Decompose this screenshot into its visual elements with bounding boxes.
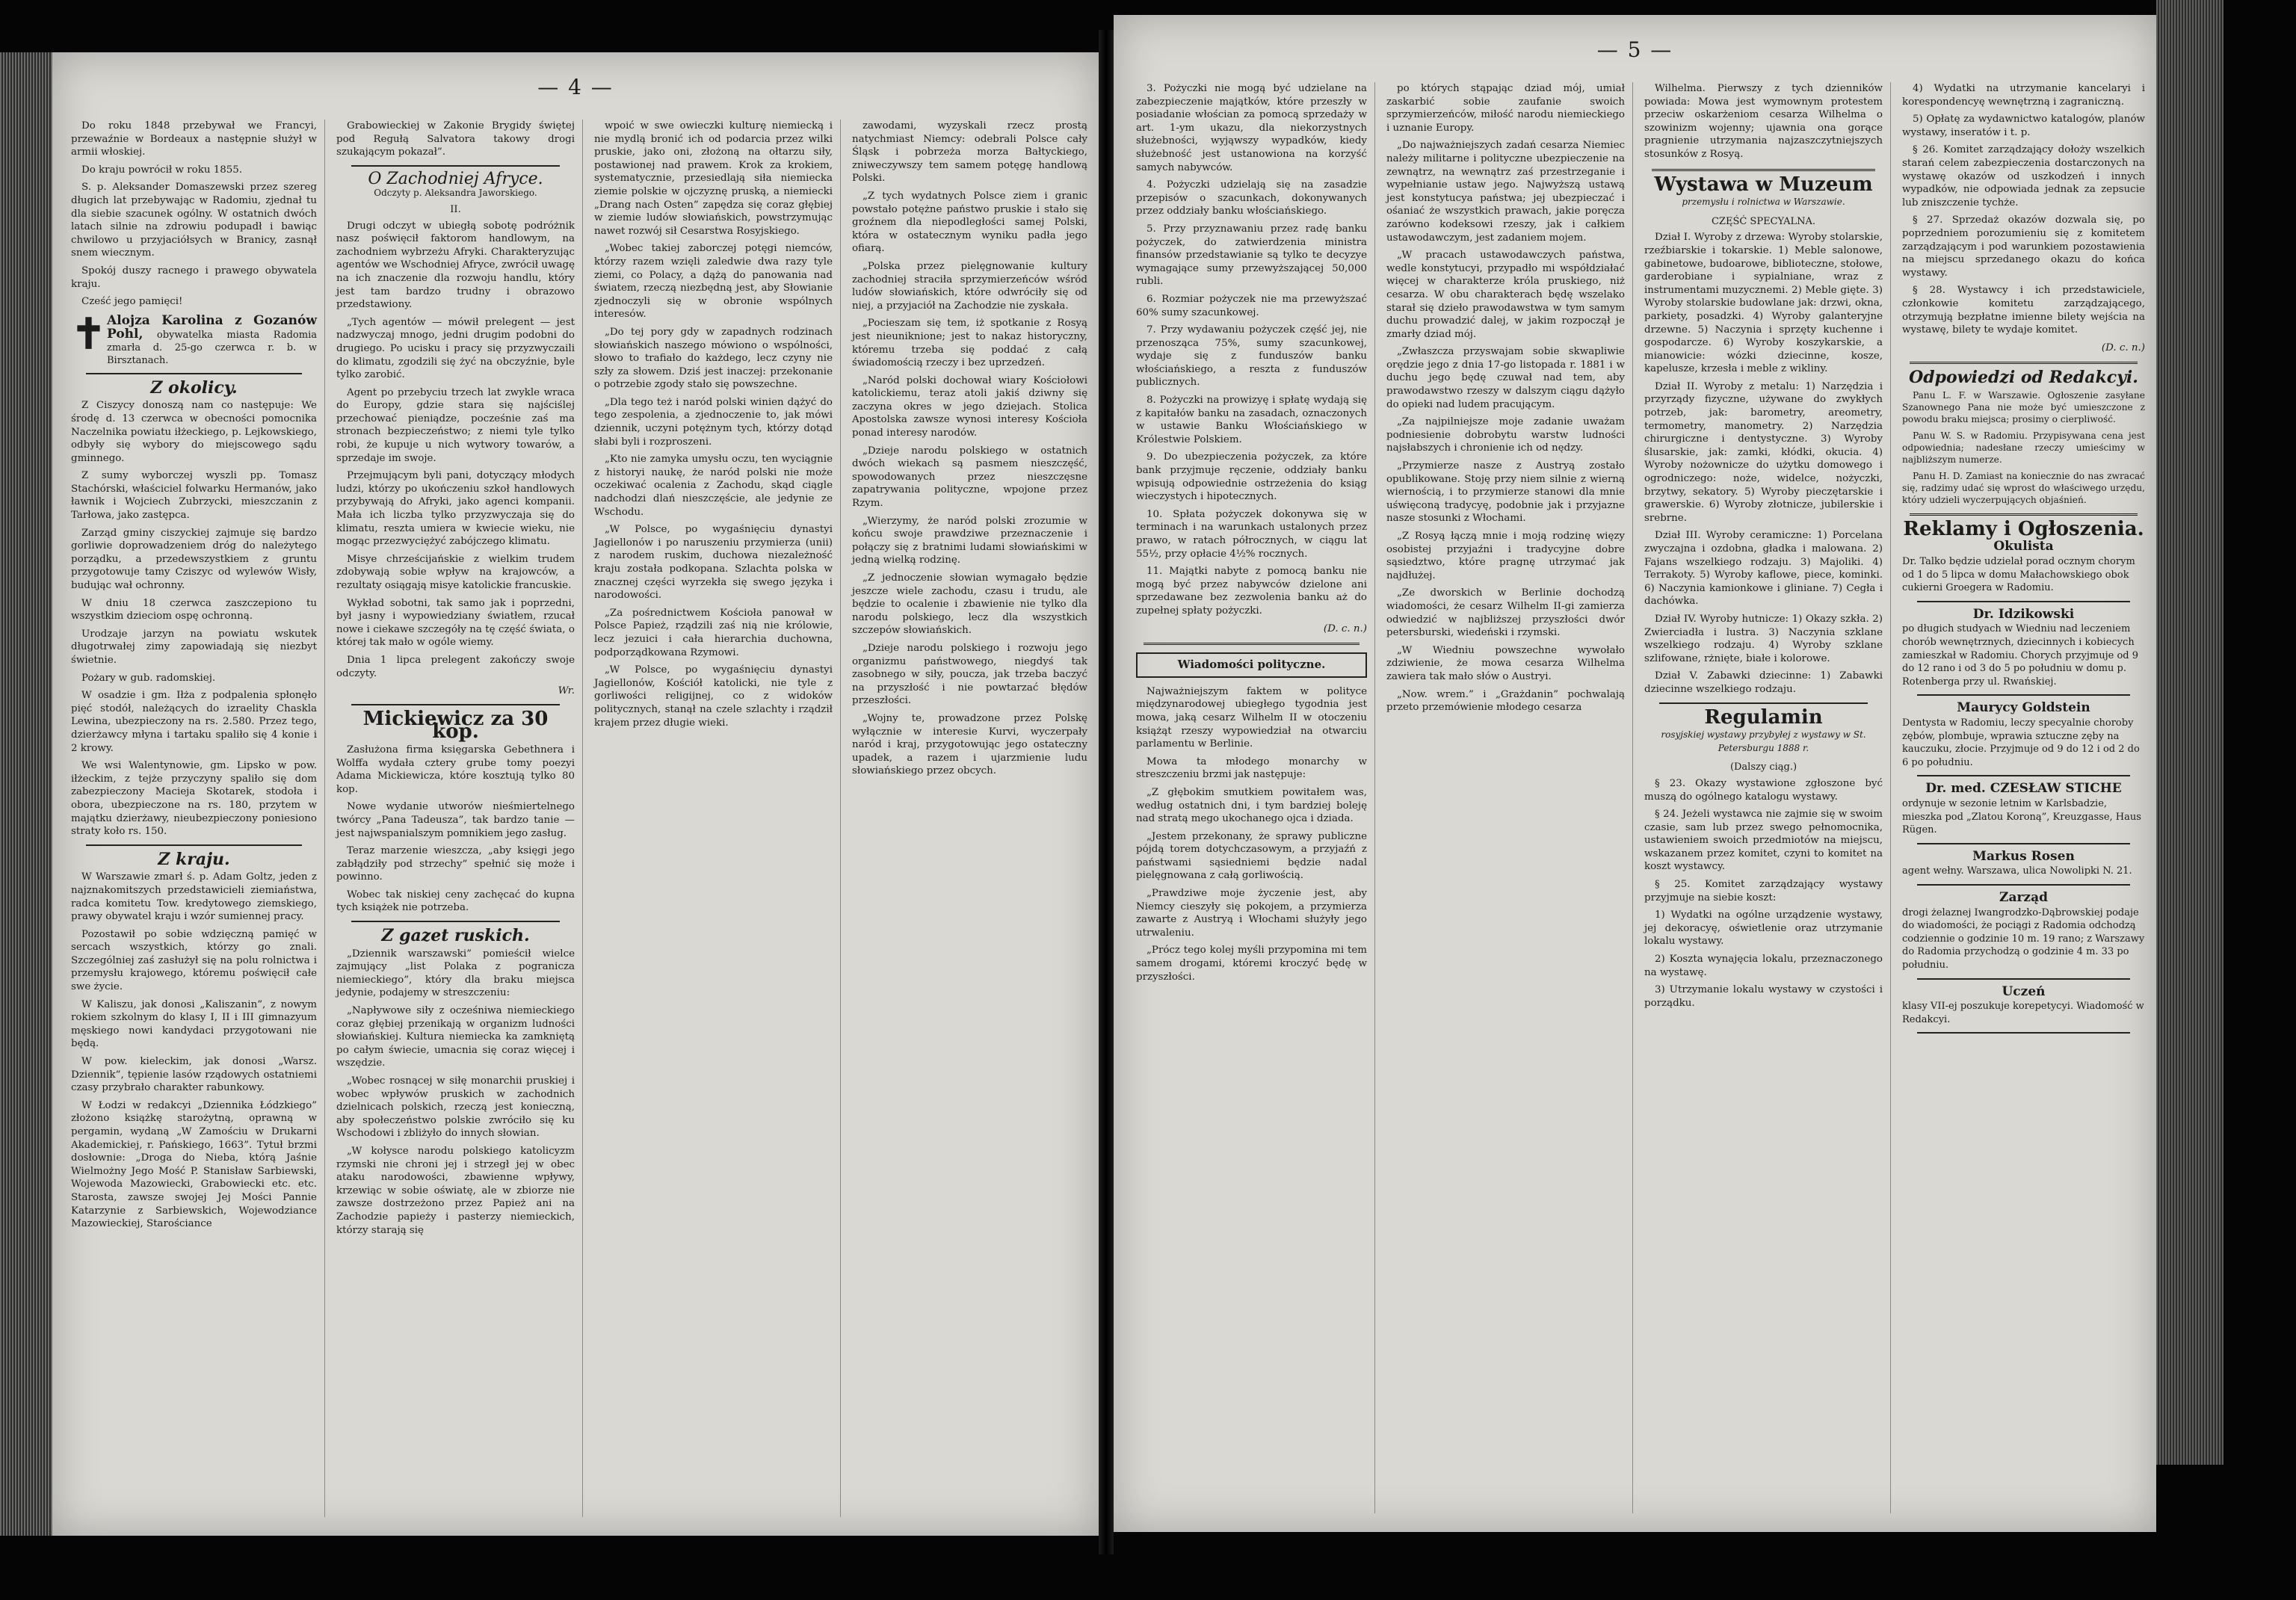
paragraph: Dział I. Wyroby z drzewa: Wyroby stolarskie, rzeźbiarskie i tokarskie. 1) Meble salonowe, gabinetowe, budoarowe, biblioteczne, stołowe, garderobiane i sypialniane, wraz z instrumentami muzycznemi. 2) Meble gięte. 3) Wyroby stolarskie budowlane jak: drzwi, okna, parkiety, posadzki. 4) Wyroby galanteryjne drzewne. 5) Naczynia i sprzęty kuchenne i gospodarcze. 6) Wyroby koszykarskie, a mianowicie: wózki dziecinne, kosze, kapelusze, krzesła i meble z wikliny. [1644, 232, 1883, 375]
paragraph: Panu W. S. w Radomiu. Przypisywana cena jest odpowiednia; nadesłane rzeczy umieścimy w najbliższym numerze. [1902, 430, 2145, 465]
paragraph: „Dzieje narodu polskiego i rozwoju jego organizmu państwowego, niegdyś tak zasobnego w siły, poucza, jak trzeba baczyć na przyszłość i nie powtarzać błędów przeszłości. [852, 642, 1087, 707]
paragraph: „Z Rosyą łączą mnie i moją rodzinę więzy osobistej przyjaźni i tradycyjne dobre sąsiedztwo, które pragnę utrzymać jak najdłużej. [1386, 531, 1625, 581]
divider [1917, 978, 2130, 980]
paragraph: „Wobec takiej zaborczej potęgi niemców, którzy razem wzięli zaledwie dwa razy tyle ziemi, co Polacy, a dążą do panowania nad światem, rzeczą niezbędną jest, aby Słowianie zjednoczyli się w obronie wspólnych interesów. [594, 243, 833, 321]
advertisement-title: Markus Rosen [1972, 848, 2075, 864]
paragraph: „Za pośrednictwem Kościoła panował w Polsce Papież, rządzili zaś nią nie królowie, lecz jezuici i cała hierarchia duchowna, podporządkowana Rzymowi. [594, 607, 833, 658]
paragraph: „Przymierze nasze z Austryą zostało opublikowane. Stoję przy niem silnie z wierną wiernością, i to przymierze stanowi dla mnie uświęconą tradycyę, podobnie jak i przyjazne nasze stosunki z Włochami. [1386, 460, 1625, 525]
paragraph: „W kołysce narodu polskiego katolicyzm rzymski nie chroni jej i strzegł jej w obec ataku narodowości, zbawienne wpływy, krzewiąc w sobie oświatę, ale w zbiorze nie zawsze dostrzeżono przez Papież ani na Zachodzie papieży i pasterzy niemieckich, którzy starają się [336, 1145, 575, 1236]
paragraph: Spokój duszy racnego i prawego obywatela kraju. [71, 265, 317, 290]
paragraph: 11. Majątki nabyte z pomocą banku nie mogą być przez nabywców dzielone ani sprzedawane bez zezwolenia banku aż do zupełnej spłaty pożyczki. [1136, 566, 1367, 617]
divider [1659, 702, 1868, 704]
advertisement [1902, 850, 2145, 886]
column-1 [64, 120, 325, 1517]
paragraph: Z sumy wyborczej wyszli pp. Tomasz Stachórski, właściciel folwarku Hermanów, jako ławnik i Wojciech Zubrzycki, mieszczanin z Tarłowa, jako zastępca. [71, 470, 317, 522]
paragraph: Mowa ta młodego monarchy w streszczeniu brzmi jak następuje: [1136, 756, 1367, 781]
article-title-mickiewicz: Mickiewicz za 30 kop. [362, 707, 549, 744]
kraju-text [71, 871, 317, 1230]
paragraph: „Jestem przekonany, że sprawy publiczne pójdą torem dotychczasowym, a przyjaźń z państwami sąsiedniemi będzie nadal pielęgnowana z całą gorliwością. [1136, 830, 1367, 882]
paragraph: Zarząd gminy ciszyckiej zajmuje się bardzo gorliwie doprowadzeniem dróg do należytego porządku, a przedewszystkiem z gruntu przygotowuje tamy Cziszyc od wylewów Wisły, budując wał ochronny. [71, 527, 317, 592]
paragraph: Wykład sobotni, tak samo jak i poprzedni, był jasny i wypowiedziany światłem, rzucał nowe i ciekawe szczegóły na tę część świata, o której tak mało w ogóle wiemy. [336, 597, 575, 649]
paragraph: Teraz marzenie wieszcza, „aby księgi jego zabłądziły pod strzechy” spełnić się może i powinno. [336, 845, 575, 883]
paragraph: „Z głębokim smutkiem powitałem was, według ostatnich dni, i tym bardziej boleję nad stratą mego ukochanego ojca i dziada. [1136, 786, 1367, 825]
advertisement [1902, 983, 2145, 1034]
continued-note: (D. c. n.) [2101, 342, 2145, 353]
paragraph: 1) Wydatki na ogólne urządzenie wystawy, jej dekoracyę, oświetlenie oraz utrzymanie lokalu wystawy. [1644, 909, 1883, 948]
gazety-text [336, 948, 575, 1237]
column-3 [1637, 82, 1891, 1513]
paragraph: po których stąpając dziad mój, umiał zaskarbić sobie zaufanie swoich sprzymierzeńców, miłość narodu niemieckiego i uznanie Europy. [1386, 83, 1625, 134]
paragraph: „Polska przez pielęgnowanie kultury zachodniej straciła sprzymierzeńców wśród ludów słowiańskich, które odwróciły się od niej, a przyjaciół na Zachodzie nie zyskała. [852, 260, 1087, 312]
paragraph: § 23. Okazy wystawione zgłoszone być muszą do ogólnego katalogu wystawy. [1644, 777, 1883, 803]
column-4 [1895, 82, 2152, 1513]
obituary-text: obywatelka miasta Radomia zmarła d. 25-go czerwca r. b. w Birsztanach. [107, 329, 317, 366]
article-part: II. [450, 203, 461, 215]
paragraph: W Łodzi w redakcyi „Dziennika Łódzkiego” złożono książkę starożytną, oprawną w pergamin, wydaną „W Zamościu w Drukarni Akademickiej, r. Pańskiego, 1663”. Tytuł brzmi dosłownie: „Droga do Nieba, którą Jaśnie Wielmożny Jego Mość P. Stanisław Sarbiewski, Wojewoda Mazowiecki, Grabowiecki etc. etc. Starosta, zawsze swojej Jej Mości Pannie Katarzynie z Sarbiewskich, Wojewodziance Mazowieckiej, Starościance [71, 1099, 317, 1230]
paragraph: Dział III. Wyroby ceramiczne: 1) Porcelana zwyczajna i ozdobna, gładka i malowana. 2) Fajans wszelkiego rodzaju. 3) Majoliki. 4) Terrakoty. 5) Wyroby kaflowe, piece, kominki. 6) Naczynia kamionkowe i gliniane. 7) Cegła i dachówka. [1644, 530, 1883, 608]
paragraph: Do kraju powrócił w roku 1855. [81, 164, 243, 176]
paragraph: Panu H. D. Zamiast na koniecznie do nas zwracać się, radzimy udać się wprost do właściwego urzędu, który udzieli wyczerpujących objaśnień. [1902, 470, 2145, 505]
paragraph: Najważniejszym faktem w polityce międzynarodowej ubiegłego tygodnia jest mowa, jaką cesarz Wilhelm II w otoczeniu książąt rzeszy wypowiedział na otwarciu parlamentu w Berlinie. [1136, 685, 1367, 750]
paragraph: 4. Pożyczki udzielają się na zasadzie przepisów o szacunkach, dokonywanych przez oddziały banku włościańskiego. [1136, 179, 1367, 217]
advertisement [1902, 608, 2145, 696]
continued-text [336, 120, 575, 159]
paragraph: Z Ciszycy donoszą nam co następuje: We środę d. 13 czerwca w obecności pomocnika Naczelnika powiatu iłżeckiego, p. Lejkowskiego, odbyły się wybory do miejscowego sądu gminnego. [71, 400, 317, 464]
paragraph: 5. Przy przyznawaniu przez radę banku pożyczek, do zatwierdzenia ministra finansów przedstawianie są tylko te decyzye wymagające sumy przewyższającej 50,000 rubli. [1136, 223, 1367, 288]
advertisement-title: Okulista [1993, 539, 2054, 555]
paragraph: „Tych agentów — mówił prelegent — jest nadzwyczaj mnogo, jedni drugim podobni do drugiego. Po ucisku i pracy się przyzwyczaili do klimatu, zgodzili się żyć na obczyźnie, byle tylko zarobić. [336, 316, 575, 381]
book-gutter [1099, 30, 1114, 1554]
paragraph: 2) Koszta wynajęcia lokalu, przeznaczonego na wystawę. [1644, 954, 1883, 978]
paragraph: „Do tej pory gdy w zapadnych rodzinach słowiańskich naszego mówiono o wspólności, słowo to trafiało do każdego, lecz czyny nie szły za słowem. Dziś jest inaczej: przekonanie o potrzebie zgody stało się powszechne. [594, 326, 833, 391]
paragraph: Dział II. Wyroby z metalu: 1) Narzędzia i przyrządy fizyczne, używane do zwykłych potrzeb, jak: barometry, areometry, termometry, manometry. 2) Narzędzia chirurgiczne i dentystyczne. 3) Wyroby ślusarskie, jak: zamki, kłódki, okucia. 4) Wyroby nożownicze do użytku domowego i ogrodniczego: noże, widelce, nożyczki, brzytwy, sekatory. 5) Wyroby pieczętarskie i grawerskie. 6) Wyroby złotnicze, jubilerskie i srebrne. [1644, 380, 1883, 524]
divider [1917, 843, 2130, 844]
advertisement [1902, 702, 2145, 776]
paragraph: § 25. Komitet zarządzający wystawy przyjmuje na siebie koszt: [1644, 879, 1883, 904]
paragraph: „Naród polski dochował wiary Kościołowi katolickiemu, teraz atoli jakiś dziwny się zaczyna okres w jego dziejach. Stolica Apostolska zawsze wynosi interesy Kościoła ponad interesy narodów. [852, 374, 1087, 439]
article-byline: Odczyty p. Aleksandra Jaworskiego. [374, 188, 537, 199]
paragraph: Nowe wydanie utworów nieśmiertelnego twórcy „Pana Tadeusza”, tak bardzo tanie — jest najwspanialszym pomnikiem jego zasług. [336, 801, 575, 839]
advertisement [1902, 889, 2145, 980]
section-heading-reklamy: Reklamy i Ogłoszenia. [1903, 517, 2144, 540]
paragraph: „Za najpilniejsze moje zadanie uważam podniesienie dobrobytu warstw ludności najsłabszych i chronienie ich od nędzy. [1386, 416, 1625, 454]
regulamin-text [1644, 777, 1883, 1010]
column-2 [1379, 82, 1633, 1513]
advertisement [1902, 540, 2145, 602]
paragraph: § 27. Sprzedaż okazów dozwala się, po poprzedniem porozumieniu się z komitetem zarządzającym i pod warunkiem pozostawienia na miejscu sprzedanego okazu do końca wystawy. [1902, 214, 2145, 279]
divider [1652, 169, 1875, 171]
paragraph: 3) Utrzymanie lokalu wystawy w czystości i porządku. [1644, 984, 1883, 1009]
paragraph: „Kto nie zamyka umysłu oczu, ten wyciągnie z historyi naukę, że naród polski nie może oczekiwać ocalenia z Zachodu, skąd ciągle nadchodzi dlań nieszczęście, ale jedynie ze Wschodu. [594, 454, 833, 518]
book-edge-right [2156, 0, 2224, 1465]
paragraph: 10. Spłata pożyczek dokonywa się w terminach i na warunkach ustalonych przez prawo, w ratach półrocznych, w ciągu lat 55½, przy opłacie 4½% rocznych. [1136, 508, 1367, 560]
paragraph: W osadzie i gm. Iłża z podpalenia spłonęło pięć stodół, należących do izraelity Chaskla Lewina, ubezpieczony na rs. 2.580. Przez tego, dzierżawcy młyna i tartaku spaliło się 4 konie i 2 krowy. [71, 690, 317, 754]
divider [351, 704, 560, 705]
paragraph: zawodami, wyzyskali rzecz prostą natychmiast Niemcy: odebrali Polsce cały Śląsk i pobrzeża morza Bałtyckiego, zniweczywszy tem samem potęgę handlową Polski. [852, 120, 1087, 185]
paragraph: 7. Przy wydawaniu pożyczek część jej, nie przenosząca 75%, sumy szacunkowej, wydaje się z funduszów banku włościańskiego, a reszta z funduszów publicznych. [1136, 324, 1367, 389]
section-heading-wiadomosci: Wiadomości polityczne. [1136, 652, 1367, 678]
okolicy-text [71, 399, 317, 838]
paragraph: W Kaliszu, jak donosi „Kaliszanin”, z nowym rokiem szkolnym do klasy I, II i III gimnazyum męskiego nowi kandydaci przygotowani nie będą. [71, 998, 317, 1050]
section-heading-kraju: Z kraju. [158, 849, 230, 869]
continued-text [1644, 82, 1883, 161]
column-3 [587, 120, 841, 1517]
column-4-text [852, 120, 1087, 778]
paragraph: „Wobec rosnącej w siłę monarchii pruskiej i wobec wpływów pruskich w zachodnich dzielnicach polskich, rzeczą jest konieczną, aby społeczeństwo polskie zwróciło się ku Wschodowi i zbliżyło do innych słowian. [336, 1075, 575, 1140]
paragraph: Agent po przebyciu trzech lat zwykle wraca do Europy, gdzie stara się najściślej przechować pieniądze, pocześnie zaś ma stronach bezpieczeństwo; z niemi tyle tylko robi, że kupuje u nich wytwory towarów, a sprzedaje im swoje. [336, 386, 575, 464]
divider [1917, 601, 2130, 602]
paragraph: 6. Rozmiar pożyczek nie ma przewyższać 60% sumy szacunkowej. [1136, 293, 1367, 318]
page-number: — 4 — [537, 75, 614, 99]
paragraph: Grabowieckiej w Zakonie Brygidy świętej pod Regułą Salvatora takowy drogi szukającym pokazał”. [336, 120, 575, 158]
cross-icon: ✝ [71, 309, 106, 359]
paragraph: Wilhelma. Pierwszy z tych dzienników powiada: Mowa jest wymownym protestem przeciw oskarżeniom cesarza Wilhelma o szowinizm wojenny; ujawnia ona gorące pragnienie utrzymania najzaszczytniejszych stosunków z Rosyą. [1644, 83, 1883, 160]
paragraph: „Prawdziwe moje życzenie jest, aby Niemcy cieszyły się pokojem, a przymierza zawarte z Austryą i Włochami służyły jego utrwaleniu. [1136, 888, 1367, 939]
paragraph: W Warszawie zmarł ś. p. Adam Goltz, jeden z najznakomitszych przedstawicieli ziemiaństwa, radca komitetu Tow. kredytowego ziemskiego, prawy obywatel kraju i wzór sumiennej pracy. [71, 871, 317, 923]
advertisement-title: Dr. Idzikowski [1972, 606, 2075, 622]
paragraph: „Prócz tego kolej myśli przypomina mi tem samem drogami, któremi kroczyć będę w przyszłości. [1136, 945, 1367, 983]
paragraph: Dnia 1 lipca prelegent zakończy swoje odczyty. [336, 654, 575, 679]
divider [1917, 775, 2130, 776]
obituary-name: Alojza Karolina z Gozanów Pohl, [107, 312, 317, 342]
left-page [52, 52, 1099, 1536]
section-heading-redakcja: Odpowiedzi od Redakcyi. [1909, 368, 2138, 388]
paragraph: 8. Pożyczki na prowizyę i spłatę wydają się z kapitałów banku na zasadach, oznaczonych w ustawie Banku Włościańskiego w Królestwie Polskiem. [1136, 395, 1367, 445]
paragraph: Wobec tak niskiej ceny zachęcać do kupna tych książek nie potrzeba. [336, 889, 575, 914]
paragraph: „Now. wrem.” i „Grażdanin” pochwalają przeto przemówienie młodego cesarza [1386, 688, 1625, 714]
paragraph: Do roku 1848 przebywał we Francyi, przewaźnie w Bordeaux a następnie służył w armii włoskiej. [71, 120, 317, 158]
article-title-regulamin: Regulamin [1704, 705, 1823, 729]
bank-statute-text [1136, 82, 1367, 618]
paragraph: § 28. Wystawcy i ich przedstawiciele, członkowie komitetu zarządzającego, otrzymują bezpłatne imienne bilety wejścia na wystawę, bilety te wydaje komitet. [1902, 285, 2145, 336]
continued-note: (D. c. n.) [1323, 623, 1367, 634]
mickiewicz-text [336, 744, 575, 915]
paragraph: „Ze dworskich w Berlinie dochodzą wiadomości, że cesarz Wilhelm II-gi zamierza odwiedzić w najbliższej przyszłości dwór petersburski, wiedeński i rzymski. [1386, 587, 1625, 639]
paragraph: „W Polsce, po wygaśnięciu dynastyi Jagiellonów i po naruszeniu przymierza (unii) z narodem ruskim, duchowa niezależność kraju została podkopana. Szlachta polska w znacznej części wyrzekła się swego języka i narodowości. [594, 524, 833, 602]
divider [1144, 643, 1360, 645]
paragraph: Zasłużona firma księgarska Gebethnera i Wolffa wydała cztery grube tomy poezyi Adama Mickiewicza, które kosztują tylko 80 kop. [336, 744, 575, 795]
paragraph: „Dla tego też i naród polski winien dążyć do tego zespolenia, a zjednoczenie to, jak mówi dziennik, uczyni potężnym tych, którzy dotąd słabi byli i rozproszeni. [594, 396, 833, 448]
advertisement-body: klasy VII-ej poszukuje korepetycyi. Wiadomość w Redakcyi. [1902, 1001, 2144, 1025]
continued-note: (Dalszy ciąg.) [1729, 762, 1797, 773]
divider [1910, 513, 2138, 516]
paragraph: W dniu 18 czerwca zaszczepiono tu wszystkim dzieciom ospę ochronną. [71, 597, 317, 623]
paragraph: Panu L. F. w Warszawie. Ogłoszenie zasyłane Szanownego Pana nie może być umieszczone z powodu braku miejsca; prosimy o cierpliwość. [1902, 389, 2145, 424]
paragraph: Pozostawił po sobie wdzięczną pamięć w sercach wszystkich, którzy go znali. Szczególniej zaś zasłużył się na polu rolnictwa i przemysłu krajowego, któremu poświęcił całe swe życie. [71, 928, 317, 993]
book-edge-left [0, 52, 52, 1536]
paragraph: „W Polsce, po wygaśnięciu dynastyi Jagiellonów, Kościół katolicki, nie tyle z gorliwości religijnej, co z widoków politycznych, stanął na czele szlachty i rządził krajem przez długie wieki. [594, 664, 833, 729]
paragraph: „Do najważniejszych zadań cesarza Niemiec należy militarne i polityczne ubezpieczenie na zewnątrz, na wewnątrz zaś przestrzeganie i wypełnianie ustaw jego. Najwyższą ustawą jest konstytucya państwa; jej ubezpieczać i ośaniać że wszystkich prawach, jakie poręcza zarówno kodeksowi rzeszy, jak i całkiem ustawodawczym, jest zadaniem mojem. [1386, 140, 1625, 244]
paragraph: S. p. Aleksander Domaszewski przez szereg długich lat przebywając w Radomiu, zjednał tu dla siebie szacunek ogólny. W ostatnich dwóch latach silnie na zdrowiu podupadł i bawiąc chwilowo u przyjaciółsych w Branicy, zasnął snem wiecznym. [71, 182, 317, 259]
paragraph: Przejmującym byli pani, dotyczący młodych ludzi, którzy po ukończeniu szkoł handlowych przybywają do Afryki, jako agenci kompanii. Mała ich liczba tylko przyzwyczaja się do klimatu, reszta umiera w kwiecie wieku, nie mogąc przezwyciężyć zabójczego klimatu. [336, 470, 575, 548]
paragraph: „Wierzymy, że naród polski zrozumie w końcu swoje prawdziwe przeznaczenie i połączy się z bratnimi ludami słowiańskimi w jedną wielką rodzinę. [852, 515, 1087, 566]
paragraph: Drugi odczyt w ubiegłą sobotę podróżnik nasz poświęcił faktorom handlowym, na zachodniem wybrzeżu Afryki. Charakteryzując agentów we Wschodniej Afryce, zwrócił uwagę na ich znaczenie dla rozwoju handlu, który jest tam bardzo trudny i obrazowo przedstawiony. [336, 220, 575, 311]
ads-list [1902, 540, 2145, 1034]
advertisement-body: Dr. Talko będzie udzielał porad ocznym chorym od 1 do 5 lipca w domu Małachowskiego obok cukierni Groegera w Radomiu. [1902, 556, 2135, 594]
column-2-text [1386, 82, 1625, 714]
advertisement-title: Uczeń [2002, 983, 2046, 999]
paragraph: W pow. kieleckim, jak donosi „Warsz. Dziennik”, tępienie lasów rządowych ostatniemi czasy przybrało charakter rabunkowy. [71, 1056, 317, 1094]
paragraph: „Dziennik warszawski” pomieścił wielce zajmujący „list Polaka z pogranicza niemieckiego”, który dla braku miejsca jedynie, podajemy w streszczeniu: [336, 948, 575, 999]
wystawa-text [1644, 231, 1883, 696]
advertisement-title: Zarząd [1999, 889, 2048, 905]
article-title-afryka: O Zachodniej Afryce. [368, 169, 543, 188]
divider [351, 921, 560, 922]
paragraph: Urodzaje jarzyn na powiatu wskutek długotrwałej zimy zapowiadają się niezbyt świetnie. [71, 628, 317, 666]
paragraph: „Z jednoczenie słowian wymagało będzie jeszcze wiele zachodu, czasu i trudu, ale będzie to ocalenie i zbawienie nie tylko dla narodu polskiego, lecz dla wszystkich szczepów słowiańskich. [852, 572, 1087, 637]
paragraph: „Napływowe siły z ocześniwa niemieckiego coraz głębiej przenikają w organizm ludności słowiańskiej. Kultura niemiecka ka zamkniętą po całym świecie, umacnia się coraz więcej i wszędzie. [336, 1005, 575, 1069]
divider [86, 373, 302, 374]
paragraph: Dział IV. Wyroby hutnicze: 1) Okazy szkła. 2) Zwierciadła i lustra. 3) Naczynia szklane wszelkiego rodzaju. 4) Wyroby szklane szlifowane, rżnięte, białe i kolorowe. [1644, 613, 1883, 664]
column-3-text [594, 120, 833, 729]
advertisement-body: Dentysta w Radomiu, leczy specyalnie choroby zębów, plombuje, wprawia sztuczne zęby na kauczuku, złocie. Przyjmuje od 9 do 12 i od 2 do 6 po południu. [1902, 717, 2140, 768]
column-1 [1129, 82, 1375, 1513]
paragraph: „Dzieje narodu polskiego w ostatnich dwóch wiekach są pasmem nieszczęść, spowodowanych przez nieszczęsne zapatrywania polityczne, wpojone przez Rzym. [852, 445, 1087, 510]
article-subtitle-wystawa: przemysłu i rolnictwa w Warszawie. [1682, 197, 1845, 208]
divider [1910, 362, 2138, 364]
paragraph: „Pocieszam się tem, iż spotkanie z Rosyą jest nieuniknione; jest to nakaz historyczny, któremu trzeba się poddać z całą świadomością rzeczy i bez uprzedzeń. [852, 318, 1087, 369]
advertisement-title: Dr. med. CZESŁAW STICHE [1925, 781, 2122, 797]
article-subtitle-regulamin: rosyjskiej wystawy przybyłej z wystawy w St. Petersburgu 1888 r. [1661, 729, 1866, 753]
paragraph: „Z tych wydatnych Polsce ziem i granic powstało potężne państwo pruskie i stało się groźnem dla niepodległości samej Polski, która w ostatecznym wyniku padła jego ofiarą. [852, 190, 1087, 255]
divider [1917, 884, 2130, 886]
paragraph: „Zwłaszcza przyswajam sobie skwapliwie orędzie jego z dnia 17-go listopada r. 1881 i w duchu jego będę czuwał nad tem, aby prawodawstwo rzeszy w dalszym ciągu dążyło do opieki nad ludem pracującym. [1386, 346, 1625, 410]
column-2 [329, 120, 583, 1517]
redakcja-text [1902, 389, 2145, 506]
article-title-wystawa: Wystawa w Muzeum [1654, 173, 1873, 196]
divider [351, 165, 560, 167]
advertisement-title: Maurycy Goldstein [1957, 700, 2090, 716]
article-signature: Wr. [558, 685, 575, 697]
advertisement-body: po długich studyach w Wiedniu nad leczeniem chorób wewnętrznych, dziecinnych i kobiecych zamieszkał w Radomiu. Chorych przyjmuje od 9 do 12 rano i od 3 do 5 po południu w domu p. Rotenberga przy ul. Rwańskiej. [1902, 623, 2138, 688]
advertisement-body: drogi żelaznej Iwangrodzko-Dąbrowskiej podaje do wiadomości, że pociągi z Radomia odchodzą codziennie o godzinie 10 m. 19 rano; z Warszawy do Radomia przychodzą o godzinie 4 m. 33 po południu. [1902, 906, 2145, 971]
paragraph: § 26. Komitet zarządzający dołoży wszelkich starań celem zabezpieczenia dostarczonych na wystawę okazów od uszkodzeń i innych wypadków, nie odpowiada jednak za zepsucie lub zniszczenie tychże. [1902, 144, 2145, 209]
paragraph: Cześć jego pamięci! [81, 296, 183, 308]
paragraph: 4) Wydatki na utrzymanie kancelaryi i korespondencyę wewnętrzną i zagraniczną. [1902, 83, 2145, 108]
advertisement-body: ordynuje w sezonie letnim w Karlsbadzie, mieszka pod „Zlatou Koroną”, Kreuzgasse, Haus Rügen. [1902, 797, 2141, 836]
advertisement-body: agent wełny. Warszawa, ulica Nowolipki N. 21. [1902, 865, 2132, 877]
column-4 [845, 120, 1095, 1517]
article-part: CZĘŚĆ SPECYALNA. [1711, 215, 1816, 227]
divider [1917, 694, 2130, 696]
paragraph: Dział V. Zabawki dziecinne: 1) Zabawki dziecinne wszelkiego rodzaju. [1644, 670, 1883, 695]
paragraph: „W pracach ustawodawczych państwa, wedle konstytucyi, przypadło mi współdziałać więcej w charakterze króla pruskiego, niż cesarza. W obu charakterach będę wszelako starał się dzieło prawodawstwa w tym samym duchu prowadzić dalej, w jakim rozpoczął je zmarły dziad mój. [1386, 250, 1625, 340]
paragraph: 5) Opłatę za wydawnictwo katalogów, planów wystawy, inseratów i t. p. [1902, 114, 2145, 138]
advertisement [1902, 782, 2145, 844]
paragraph: wpoić w swe owieczki kulturę niemiecką i nie mydlą bronić ich od podarcia przez wilki pruskie, jako oni, złożoną na ołtarzu siły, postawionej nad prawem. Krok za krokiem, systematycznie, przesiedlają siła niemiecka ziemie polskie w ojczyznę pruską, a niemiecki „Drang nach Osten” zapędza się coraz głębiej w ziemie ludów słowiańskich, powstrzymując nawet rozwój sił Cesarstwa Rosyjskiego. [594, 120, 833, 237]
wiadomosci-text [1136, 685, 1367, 983]
intro-text [71, 120, 317, 309]
section-heading-okolicy: Z okolicy. [150, 377, 238, 398]
paragraph: § 24. Jeżeli wystawca nie zajmie się w swoim czasie, sam lub przez swego pełnomocnika, ustawieniem swoich przedmiotów na miejscu, wskazanem przez komitet, czyni to komitet na koszt wystawcy. [1644, 809, 1883, 873]
paragraph: „W Wiedniu powszechne wywołało zdziwienie, że mowa cesarza Wilhelma zawiera tak mało słów o Austryi. [1386, 644, 1625, 682]
paragraph: We wsi Walentynowie, gm. Lipsko w pow. iłżeckim, z tejże przyczyny spaliło się dom zabezpieczony Macieja Skotarek, stodoła i obora, ubezpieczone na rs. 180, przytem w majątku dzierżawy, nieubezpieczony poniesiono straty koło rs. 150. [71, 760, 317, 838]
article-text [336, 220, 575, 681]
regulamin-continued-text [1902, 82, 2145, 337]
obituary-notice [71, 309, 317, 367]
paragraph: Misye chrześcijańskie z wielkim trudem zdobywają sobie wpływ na krajowców, a rezultaty osiągają misye katolickie francuskie. [336, 553, 575, 591]
section-heading-gazety: Z gazet ruskich. [381, 926, 530, 946]
divider [86, 844, 302, 846]
paragraph: 3. Pożyczki nie mogą być udzielane na zabezpieczenie majątków, które przeszły w posiadanie włościan za pomocą sprzedaży w art. 1-ym ukazu, dla niekorzystnych służebności, wyjąwszy wypadków, kiedy służebność jest ustanowiona na korzyść samych nabywców. [1136, 83, 1367, 173]
right-page [1114, 15, 2156, 1532]
paragraph: „Wojny te, prowadzone przez Polskę wyłącznie w interesie Kurvi, wyczerpały naród i kraj, przygotowując jego ostateczny upadek, a razem i ujarzmienie ludu słowiańskiego przez obcych. [852, 712, 1087, 777]
paragraph: Pożary w gub. radomskiej. [81, 672, 216, 684]
paragraph: 9. Do ubezpieczenia pożyczek, za które bank przyjmuje ręczenie, oddziały banku wpisują odpowiednie ostrzeżenia do ksiąg wieczystych i hipotecznych. [1136, 451, 1367, 503]
divider [1917, 1032, 2130, 1034]
page-number: — 5 — [1596, 37, 1673, 62]
